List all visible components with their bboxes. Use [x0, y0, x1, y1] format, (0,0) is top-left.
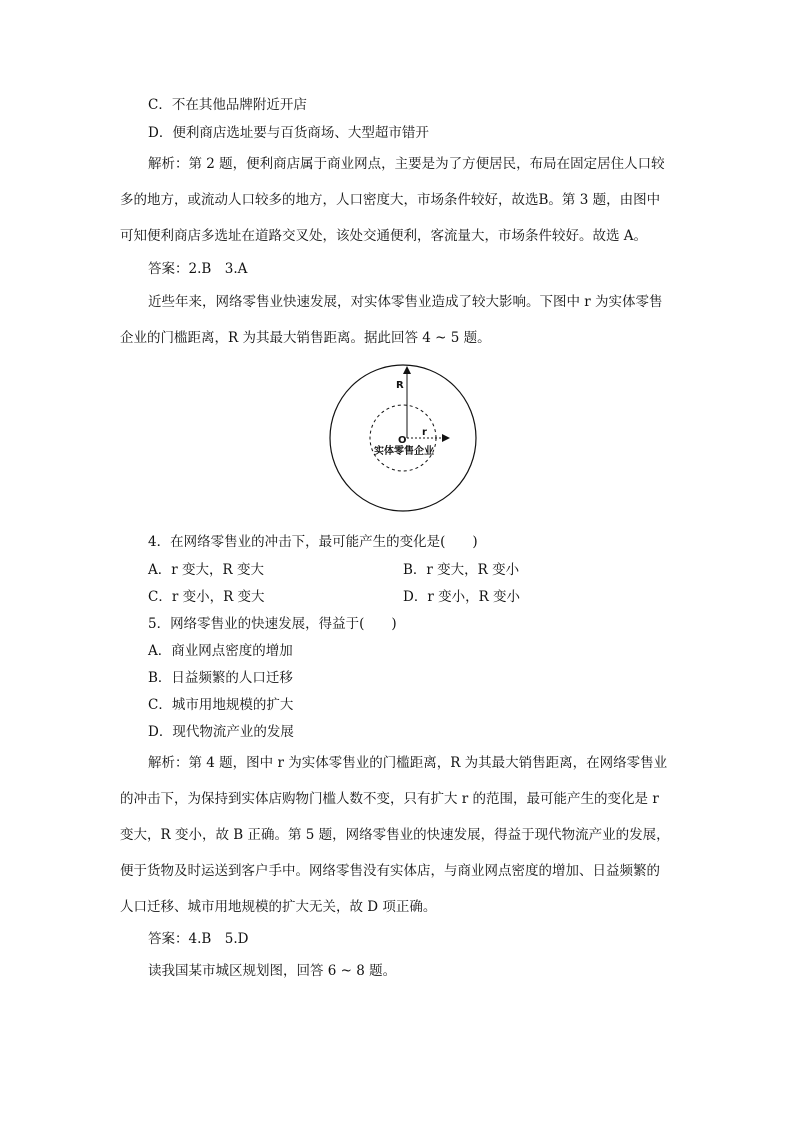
answer-line: 答案：2.B 3.A	[148, 261, 248, 277]
analysis2-line-4: 便于货物及时运送到客户手中。网络零售没有实体店，与商业网点密度的增加、日益频繁的	[120, 863, 660, 879]
intro-line-2: 企业的门槛距离，R 为其最大销售距离。据此回答 4 ~ 5 题。	[120, 330, 491, 346]
q5-option-d: D．现代物流产业的发展	[148, 724, 294, 740]
q5-option-a: A．商业网点密度的增加	[148, 643, 293, 659]
analysis2-line-2: 的冲击下，为保持到实体店购物门槛人数不变，只有扩大 r 的范围，最可能产生的变化是 r	[120, 791, 659, 807]
analysis2-line-5: 人口迁移、城市用地规模的扩大无关，故 D 项正确。	[120, 899, 437, 915]
analysis2-line-1: 解析：第 4 题，图中 r 为实体零售业的门槛距离，R 为其最大销售距离，在网络零售业	[148, 755, 668, 771]
distance-diagram	[328, 340, 478, 520]
analysis2-line-3: 变大，R 变小，故 B 正确。第 5 题，网络零售业的快速发展，得益于现代物流产业的发展，	[120, 827, 670, 843]
analysis-line-2: 多的地方，或流动人口较多的地方，人口密度大，市场条件较好，故选B。第 3 题，由图中	[120, 192, 661, 208]
analysis-line-3: 可知便利商店多选址在道路交叉处，该处交通便利，客流量大，市场条件较好。故选 A。	[120, 228, 648, 244]
q5-option-c: C．城市用地规模的扩大	[148, 697, 294, 713]
answer2-line: 答案：4.B 5.D	[148, 931, 249, 947]
analysis-line-1: 解析：第 2 题，便利商店属于商业网点，主要是为了方便居民，布局在固定居住人口较	[148, 156, 665, 172]
label-center-enterprise: 实体零售企业	[374, 446, 434, 457]
q4-option-b: B．r 变大，R 变小	[403, 562, 520, 578]
label-R: R	[396, 380, 404, 391]
q4-option-c: C．r 变小，R 变大	[148, 589, 265, 605]
label-r: r	[422, 427, 427, 438]
q4-option-a: A．r 变大，R 变大	[148, 562, 264, 578]
q5-option-b: B．日益频繁的人口迁移	[148, 670, 293, 686]
closing-line: 读我国某市城区规划图，回答 6 ~ 8 题。	[148, 963, 397, 979]
label-O: O	[398, 435, 407, 446]
intro-line-1: 近些年来，网络零售业快速发展，对实体零售业造成了较大影响。下图中 r 为实体零售	[148, 294, 663, 310]
q4-stem: 4．在网络零售业的冲击下，最可能产生的变化是( )	[148, 534, 478, 550]
option-c-prev: C．不在其他品牌附近开店	[148, 97, 307, 113]
q5-stem: 5．网络零售业的快速发展，得益于( )	[148, 616, 397, 632]
q4-option-d: D．r 变小，R 变小	[403, 589, 521, 605]
option-d-prev: D．便利商店选址要与百货商场、大型超市错开	[148, 125, 429, 141]
